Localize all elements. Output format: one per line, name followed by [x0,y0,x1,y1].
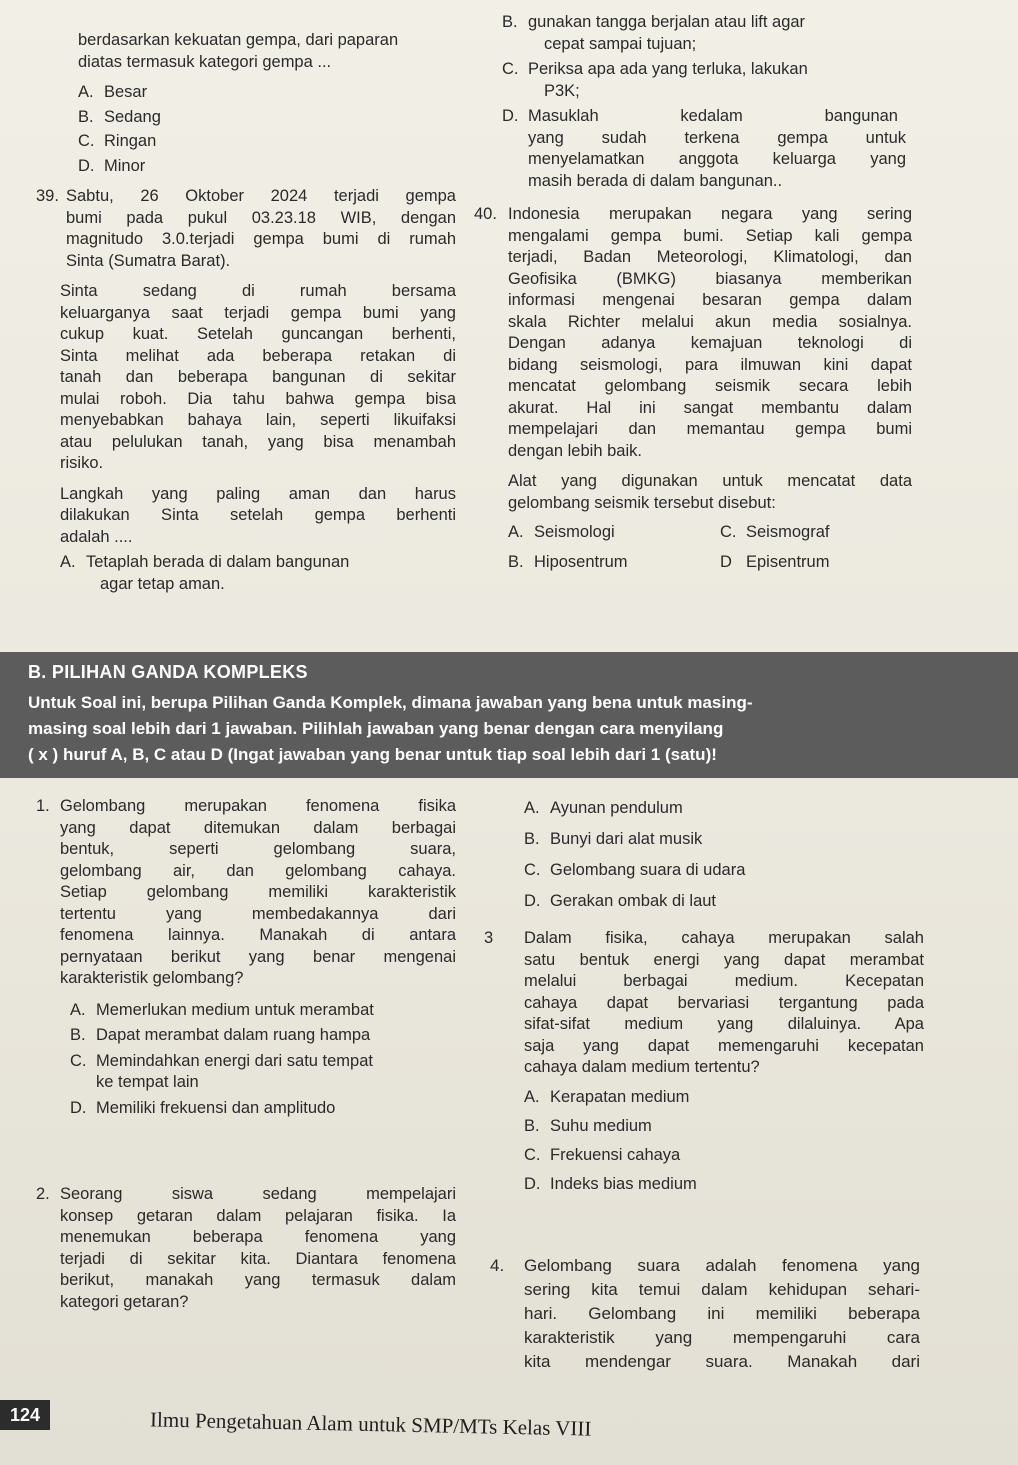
option-a[interactable]: A. Kerapatan medium [524,1087,690,1106]
option-d[interactable]: D. Minor [78,156,146,175]
option-a[interactable]: A. Tetaplah berada di dalam bangunan [60,553,350,571]
question-number: 2. [36,1185,50,1203]
option-b[interactable]: B. Suhu medium [524,1116,652,1135]
question-number: 1. [36,797,50,815]
option-a[interactable]: A. Memerlukan medium untuk merambat [70,1000,374,1019]
option-c[interactable]: C. Gelombang suara di udara [524,861,746,879]
option-c[interactable]: C. Memindahkan energi dari satu tempat [70,1051,373,1070]
q40-options [508,522,912,573]
section-instructions: Untuk Soal ini, berupa Pilihan Ganda Komplek, dimana jawaban yang bena untuk masing- masing soal lebih dari 1 jawaban. Pilihlah jawaban yang benar dengan cara menyilang ( x ) huruf A, B, C atau D (Ingat jawaban yang benar untuk tiap soal lebih dari 1 (satu)! [28,693,753,764]
option-b[interactable]: B. Hiposentrum [508,552,628,571]
section-title: B. PILIHAN GANDA KOMPLEKS [28,662,308,682]
option-d[interactable]: D. Masuklah kedalam bangunan [502,107,898,125]
left-column-top [60,30,455,177]
option-b[interactable]: B. Sedang [78,107,161,126]
question-3: 3 Dalam fisika, cahaya merupakan salah satu bentuk energi yang dapat merambat melalui berbagai medium. Kecepatan cahaya dapat bervariasi tergantung pada sifat-sifat medium yang dilaluinya. Apa saja yang dapat memengaruhi kecepatan cahaya dalam medium tertentu? A. Kerapatan medium B. Suhu medium C. Frekuensi cahaya D. Indeks bias medium [484,928,924,1196]
q39-story: Sinta sedang di rumah bersama keluarganya saat terjadi gempa bumi yang cukup kuat. Setelah guncangan berhenti, Sinta melihat ada beberapa retakan di tanah dan beberapa bangunan di sekitar mulai roboh. Dia tahu bahwa gempa bisa menyebabkan bahaya lain, seperti likuifaksi atau pelulukan tanah, yang bisa menambah risiko. Langkah yang paling aman dan harus dilakukan Sinta setelah gempa berhenti adalah .... A. Tetaplah berada di dalam bangunan agar tetap aman. [60,282,456,593]
question-1: 1. Gelombang merupakan fenomena fisika yang dapat ditemukan dalam berbagai bentuk, seperti gelombang suara, gelombang air, dan gelombang cahaya. Setiap gelombang memiliki karakteristik tertentu yang membedakannya dari fenomena lainnya. Manakah di antara pernyataan berikut yang benar mengenai karakteristik gelombang? A. Memerlukan medium untuk merambat B. Dapat merambat dalam ruang hampa C. Memindahkan energi dari satu tempat ke tempat lain D. Memiliki frekuensi dan amplitudo [36,796,456,1119]
question-number: 4. [490,1256,505,1275]
option-c[interactable]: C. Frekuensi cahaya [524,1145,681,1164]
q3-options [524,1085,924,1196]
option-b[interactable]: B. Dapat merambat dalam ruang hampa [70,1026,371,1044]
question-40: 40. Indonesia merupakan negara yang sering mengalami gempa bumi. Setiap kali gempa terjadi, Badan Meteorologi, Klimatologi, dan Geofisika (BMKG) biasanya memberikan informasi mengenai besaran gempa dalam skala Richter melalui akun media sosialnya. Dengan adanya kemajuan teknologi di bidang seismologi, para ilmuwan kini dapat mencatat gelombang seismik secara lebih akurat. Hal ini sangat membantu dalam mempelajari dan memantau gempa bumi dengan lebih baik. Alat yang digunakan untuk mencatat data gelombang seismik tersebut disebut: A. Seismologi C. Seismograf B. Hiposentrum D Episentrum [474,204,912,573]
option-b[interactable]: B. Bunyi dari alat musik [524,830,703,848]
question-2: 2. Seorang siswa sedang mempelajari konsep getaran dalam pelajaran fisika. Ia menemukan beberapa fenomena yang terjadi di sekitar kita. Diantara fenomena berikut, manakah yang termasuk dalam kategori getaran? [36,1184,456,1313]
option-d[interactable]: D. Gerakan ombak di laut [524,892,717,910]
question-4: 4. Gelombang suara adalah fenomena yang sering kita temui dalam kehidupan sehari- hari. Gelombang ini memiliki beberapa karakteristik yang mempengaruhi cara kita mendengar suara. Manakah dari [490,1254,920,1374]
q38-options [60,82,455,177]
option-b[interactable]: B. gunakan tangga berjalan atau lift agar [502,13,806,31]
intro-line-1: berdasarkan kekuatan gempa, dari paparan [78,31,399,49]
intro-line-2: diatas termasuk kategori gempa ... [78,52,332,71]
question-39: 39. Sabtu, 26 Oktober 2024 terjadi gempa bumi pada pukul 03.23.18 WIB, dengan magnitudo 3.0.terjadi gempa bumi di rumah Sinta (Sumatra Barat). Sinta sedang di rumah bersama keluarganya saat terjadi gempa bumi yang cukup kuat. Setelah guncangan berhenti, Sinta melihat ada beberapa retakan di tanah dan beberapa bangunan di sekitar mulai roboh. Dia tahu bahwa gempa bisa menyebabkan bahaya lain, seperti likuifaksi atau pelulukan tanah, yang bisa menambah risiko. Langkah yang paling aman dan harus dilakukan Sinta setelah gempa berhenti adalah .... A. Tetaplah berada di dalam bangunan agar tetap aman. [36,186,456,595]
question-number: 40. [474,205,497,223]
question-number: 39. [36,187,59,205]
q2-options [524,796,924,913]
option-a[interactable]: A. Seismologi [508,523,615,541]
option-c[interactable]: C. Ringan [78,132,157,150]
page-number: 124 [0,1400,50,1430]
q1-options: A. Memerlukan medium untuk merambat B. Dapat merambat dalam ruang hampa C. Memindahkan energi dari satu tempat ke tempat lain D. Memiliki frekuensi dan amplitudo [60,1000,456,1120]
question-number: 3 [484,929,494,947]
option-a[interactable]: A. Ayunan pendulum [524,799,683,817]
option-a[interactable]: A. Besar [78,83,148,101]
option-c[interactable]: C. Periksa apa ada yang terluka, lakukan [502,60,808,78]
option-c[interactable]: C. Seismograf [720,523,830,541]
right-column-top: B. gunakan tangga berjalan atau lift agar cepat sampai tujuan; C. Periksa apa ada yang terluka, lakukan P3K; D. Masuklah kedalam bangunan yang sudah terkena gempa untuk menyelamatkan anggota keluarga yang masih berada di dalam bangunan.. [502,12,922,192]
option-d[interactable]: D. Memiliki frekuensi dan amplitudo [70,1098,336,1117]
option-d[interactable]: D. Indeks bias medium [524,1174,697,1193]
option-d[interactable]: D Episentrum [720,552,830,571]
book-title: Ilmu Pengetahuan Alam untuk SMP/MTs Kelas VIII [149,1407,592,1441]
